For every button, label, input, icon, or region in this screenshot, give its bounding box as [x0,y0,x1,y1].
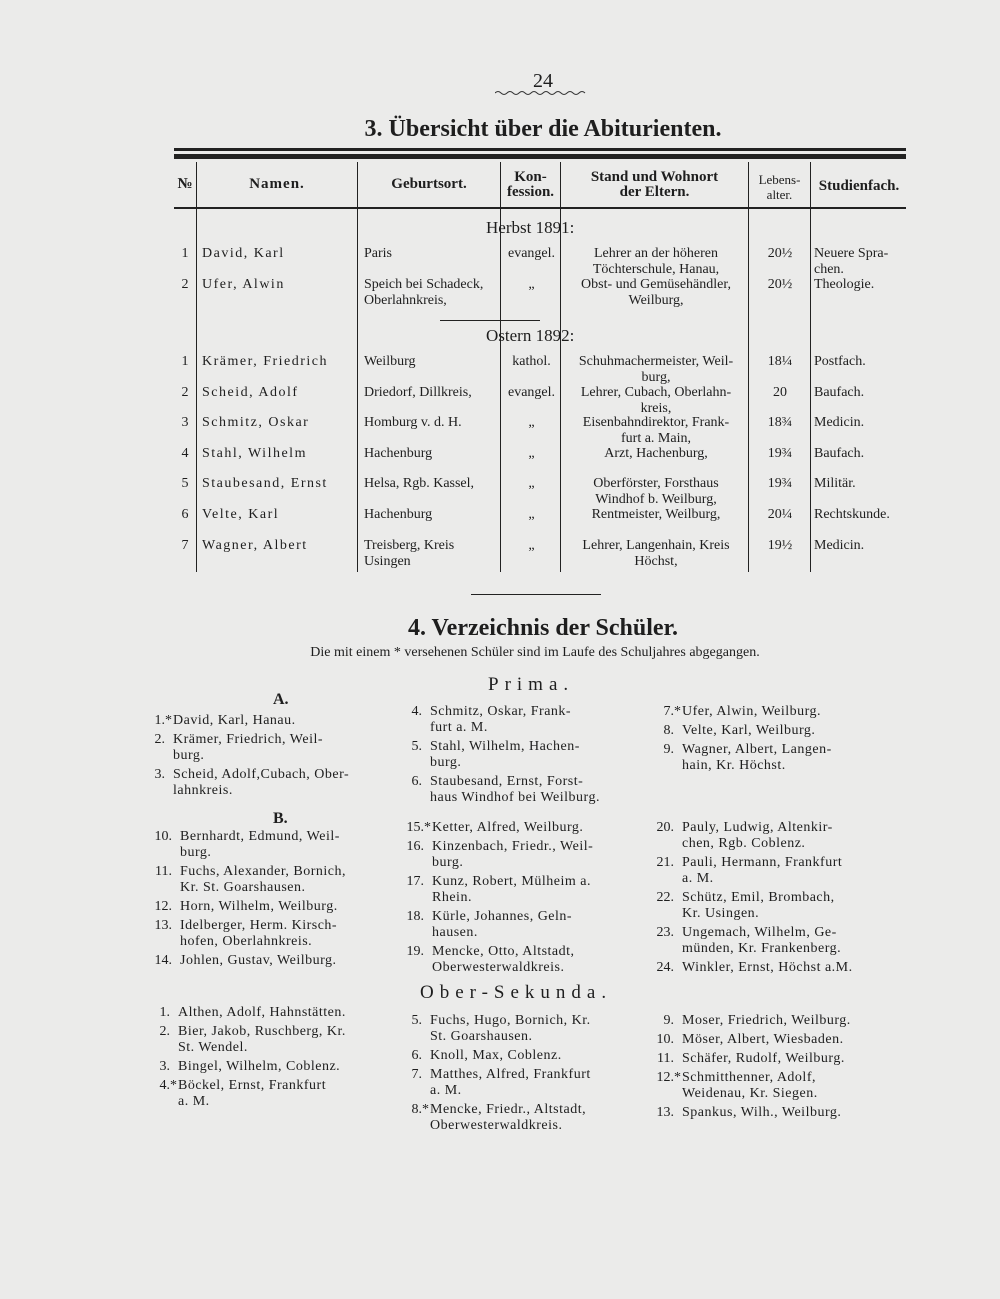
cell-birth: Helsa, Rgb. Kassel, [364,476,475,491]
student-entry: Stahl, Wilhelm, Hachen- burg. [430,739,580,770]
cell-name: Stahl, Wilhelm [202,446,307,461]
list-item-number: 14. [154,953,172,968]
prima-b-col1 [150,829,400,972]
cell-parents: Arzt, Hachenburg, [604,446,708,461]
cell-name: Staubesand, Ernst [202,476,328,491]
list-item [148,1059,398,1075]
cell-birth: Weilburg [364,354,416,369]
list-item-number: 4. [159,1078,170,1093]
list-item [652,1032,902,1048]
list-item-number: 24. [656,960,674,975]
list-item [652,960,902,976]
list-item-number: 11. [155,864,172,879]
list-item [402,909,652,941]
student-entry: Fuchs, Hugo, Bornich, Kr. St. Goarshausen. [430,1013,591,1044]
list-item [150,829,400,861]
student-entry: Ufer, Alwin, Weilburg. [682,704,822,719]
departed-marker: * [170,1078,177,1093]
list-item-number: 17. [406,874,424,889]
col-divider [748,162,749,572]
list-item-number: 13. [154,918,172,933]
prima-b-col2 [402,820,652,979]
header-nr: № [177,176,193,192]
list-item [402,820,652,836]
student-entry: Kinzenbach, Friedr., Weil- burg. [432,839,594,870]
list-item-number: 9. [663,1013,674,1028]
cell-birth: Hachenburg [364,507,433,522]
student-entry: Johlen, Gustav, Weilburg. [180,953,337,968]
col-divider [196,162,197,572]
col-divider [810,162,811,572]
cell-name: Velte, Karl [202,507,280,522]
cell-name: Scheid, Adolf [202,385,299,400]
prima-b-col3 [652,820,902,979]
list-item-number: 5. [411,739,422,754]
student-entry: Kürle, Johannes, Geln- hausen. [432,909,573,940]
cell-name: Wagner, Albert [202,538,308,553]
list-item [400,1102,650,1134]
list-item-number: 8. [663,723,674,738]
header-age: Lebens- alter. [758,172,801,202]
cell-age: 20½ [767,246,793,261]
cell-conf: „ [528,415,535,430]
list-item-number: 20. [656,820,674,835]
cell-nr: 7 [181,538,189,553]
cell-nr: 2 [181,277,189,292]
list-item [652,820,902,852]
list-item [652,925,902,957]
list-item-number: 7. [663,704,674,719]
cell-conf: „ [528,476,535,491]
cell-age: 18¼ [767,354,793,369]
list-item [400,704,650,736]
list-item-number: 9. [663,742,674,757]
departed-marker: * [674,704,681,719]
list-item [652,855,902,887]
cell-age: 20½ [767,277,793,292]
student-entry: Spankus, Wilh., Weilburg. [682,1105,842,1120]
list-item [652,1013,902,1029]
departed-marker: * [674,1070,681,1085]
list-item-number: 18. [406,909,424,924]
cell-nr: 5 [181,476,189,491]
list-item [150,864,400,896]
student-entry: Mencke, Friedr., Altstadt, Oberwesterwaldkreis. [430,1102,587,1133]
list-item-number: 5. [411,1013,422,1028]
student-entry: Möser, Albert, Wiesbaden. [682,1032,844,1047]
departed-marker: * [422,1102,429,1117]
student-entry: Mencke, Otto, Altstadt, Oberwesterwaldkreis. [432,944,575,975]
student-entry: Ketter, Alfred, Weilburg. [432,820,584,835]
student-entry: Velte, Karl, Weilburg. [682,723,816,738]
cell-nr: 4 [181,446,189,461]
obersekunda-col3 [652,1013,902,1124]
term-ostern-1892: Ostern 1892: [486,326,575,345]
student-entry: Bingel, Wilhelm, Coblenz. [178,1059,341,1074]
list-item-number: 16. [406,839,424,854]
student-entry: Scheid, Adolf,Cubach, Ober- lahnkreis. [173,767,350,798]
cell-parents: Oberförster, Forsthaus Windhof b. Weilburg, [593,476,719,507]
student-entry: Bier, Jakob, Ruschberg, Kr. St. Wendel. [178,1024,346,1055]
cell-age: 20 [773,385,787,400]
list-item-number: 10. [154,829,172,844]
header-birthplace: Geburtsort. [391,176,467,192]
cell-subject: Baufach. [814,446,865,461]
cell-subject: Postfach. [814,354,866,369]
student-entry: Knoll, Max, Coblenz. [430,1048,562,1063]
cell-parents: Rentmeister, Weilburg, [591,507,721,522]
abgang-note: Die mit einem * versehenen Schüler sind im Laufe des Schuljahres abgegangen. [310,645,760,660]
cell-birth: Paris [364,246,392,261]
student-entry: Fuchs, Alexander, Bornich, Kr. St. Goarshausen. [180,864,347,895]
list-item-number: 10. [656,1032,674,1047]
wavy-ornament [495,90,587,96]
cell-nr: 3 [181,415,189,430]
list-item-number: 6. [411,1048,422,1063]
list-item [150,918,400,950]
student-entry: Moser, Friedrich, Weilburg. [682,1013,851,1028]
term-separator [440,320,540,321]
page-number: 24 [533,70,553,92]
list-item [150,899,400,915]
list-item [148,1005,398,1021]
cell-birth: Homburg v. d. H. [364,415,462,430]
cell-age: 18¾ [767,415,793,430]
list-item [143,767,403,799]
group-b-heading: B. [273,810,288,827]
list-item [150,953,400,969]
cell-age: 19½ [767,538,793,553]
list-item [402,839,652,871]
list-item [400,739,650,771]
list-item [400,1067,650,1099]
student-entry: Schmitthenner, Adolf, Weidenau, Kr. Siegen. [682,1070,818,1101]
cell-nr: 1 [181,246,189,261]
cell-parents: Lehrer, Cubach, Oberlahn- kreis, [580,385,732,416]
cell-parents: Eisenbahndirektor, Frank- furt a. Main, [582,415,730,446]
header-subject: Studienfach. [818,178,900,194]
student-entry: Krämer, Friedrich, Weil- burg. [173,732,324,763]
list-item-number: 1. [159,1005,170,1020]
header-confession: Kon- fession. [506,169,555,200]
cell-conf: „ [528,507,535,522]
obersekunda-col2 [400,1013,650,1137]
prima-a-col1 [143,713,403,802]
student-entry: Pauly, Ludwig, Altenkir- chen, Rgb. Coblenz. [682,820,833,851]
list-item-number: 12. [154,899,172,914]
list-item [400,1048,650,1064]
list-item-number: 6. [411,774,422,789]
cell-parents: Schuhmachermeister, Weil- burg, [578,354,734,385]
table-top-rule-2 [174,154,906,159]
list-item-number: 19. [406,944,424,959]
list-item-number: 23. [656,925,674,940]
cell-conf: evangel. [507,246,556,261]
list-item-number: 1. [154,713,165,728]
header-parents: Stand und Wohnort der Eltern. [590,169,719,200]
list-item [652,1070,902,1102]
departed-marker: * [165,713,172,728]
cell-name: Krämer, Friedrich [202,354,329,369]
list-item [652,723,902,739]
group-a-heading: A. [273,691,289,708]
cell-subject: Theologie. [814,277,875,292]
cell-age: 19¾ [767,476,793,491]
student-entry: Bernhardt, Edmund, Weil- burg. [180,829,340,860]
list-item-number: 13. [656,1105,674,1120]
list-item [652,704,902,720]
cell-conf: „ [528,446,535,461]
list-item-number: 22. [656,890,674,905]
cell-parents: Obst- und Gemüsehändler, Weilburg, [581,277,731,308]
cell-age: 20¼ [767,507,793,522]
student-entry: Idelberger, Herm. Kirsch- hofen, Oberlahnkreis. [180,918,338,949]
student-entry: Ungemach, Wilhelm, Ge- münden, Kr. Frankenberg. [682,925,842,956]
student-entry: Horn, Wilhelm, Weilburg. [180,899,338,914]
list-item-number: 4. [411,704,422,719]
list-item-number: 11. [657,1051,674,1066]
student-entry: Schütz, Emil, Brombach, Kr. Usingen. [682,890,835,921]
cell-conf: kathol. [512,354,551,369]
list-item [148,1078,398,1110]
cell-conf: „ [528,277,535,292]
list-item [402,874,652,906]
table-header-rule [174,207,906,209]
list-item-number: 21. [656,855,674,870]
obersekunda-heading: Ober-Sekunda. [420,982,613,1003]
list-item [652,1051,902,1067]
cell-nr: 1 [181,354,189,369]
cell-subject: Medicin. [814,538,865,553]
cell-birth: Speich bei Schadeck, Oberlahnkreis, [364,277,484,308]
cell-parents: Lehrer, Langenhain, Kreis Höchst, [582,538,730,569]
term-herbst-1891: Herbst 1891: [486,218,575,237]
list-item [400,774,650,806]
student-entry: Winkler, Ernst, Höchst a.M. [682,960,853,975]
cell-age: 19¾ [767,446,793,461]
section-4-title: 4. Verzeichnis der Schüler. [407,615,678,641]
list-item [143,713,403,729]
prima-a-col3 [652,704,902,777]
cell-name: David, Karl [202,246,285,261]
cell-subject: Medicin. [814,415,865,430]
student-entry: Wagner, Albert, Langen- hain, Kr. Höchst. [682,742,832,773]
list-item [148,1024,398,1056]
list-item [400,1013,650,1045]
cell-subject: Rechtskunde. [814,507,890,522]
list-item [652,742,902,774]
cell-birth: Treisberg, Kreis Usingen [364,538,455,569]
cell-name: Ufer, Alwin [202,277,285,292]
cell-parents: Lehrer an der höheren Töchterschule, Hanau, [592,246,720,277]
list-item-number: 8. [411,1102,422,1117]
student-entry: Böckel, Ernst, Frankfurt a. M. [178,1078,327,1109]
cell-conf: evangel. [507,385,556,400]
cell-subject: Baufach. [814,385,865,400]
list-item-number: 7. [411,1067,422,1082]
list-item-number: 3. [154,767,165,782]
list-item-number: 12. [656,1070,674,1085]
section-separator [471,594,601,595]
student-entry: Schäfer, Rudolf, Weilburg. [682,1051,845,1066]
cell-name: Schmitz, Oskar [202,415,310,430]
cell-subject: Militär. [814,476,856,491]
student-entry: Staubesand, Ernst, Forst- haus Windhof bei Weilburg. [430,774,600,805]
student-entry: Kunz, Robert, Mülheim a. Rhein. [432,874,591,905]
cell-nr: 2 [181,385,189,400]
list-item [402,944,652,976]
list-item-number: 15. [406,820,424,835]
student-entry: Schmitz, Oskar, Frank- furt a. M. [430,704,572,735]
cell-conf: „ [528,538,535,553]
section-3-title: 3. Übersicht über die Abiturienten. [364,116,722,142]
departed-marker: * [424,820,431,835]
student-entry: David, Karl, Hanau. [173,713,296,728]
cell-birth: Hachenburg [364,446,433,461]
table-top-rule-1 [174,148,906,151]
cell-birth: Driedorf, Dillkreis, [364,385,472,400]
col-divider [357,162,358,572]
header-name: Namen. [249,176,305,192]
list-item-number: 2. [159,1024,170,1039]
obersekunda-col1 [148,1005,398,1113]
prima-heading: Prima. [488,674,575,695]
cell-nr: 6 [181,507,189,522]
list-item [143,732,403,764]
list-item [652,890,902,922]
list-item [652,1105,902,1121]
student-entry: Matthes, Alfred, Frankfurt a. M. [430,1067,591,1098]
student-entry: Althen, Adolf, Hahnstätten. [178,1005,346,1020]
student-entry: Pauli, Hermann, Frankfurt a. M. [682,855,843,886]
cell-subject: Neuere Spra- chen. [814,246,889,277]
list-item-number: 2. [154,732,165,747]
list-item-number: 3. [159,1059,170,1074]
prima-a-col2 [400,704,650,809]
